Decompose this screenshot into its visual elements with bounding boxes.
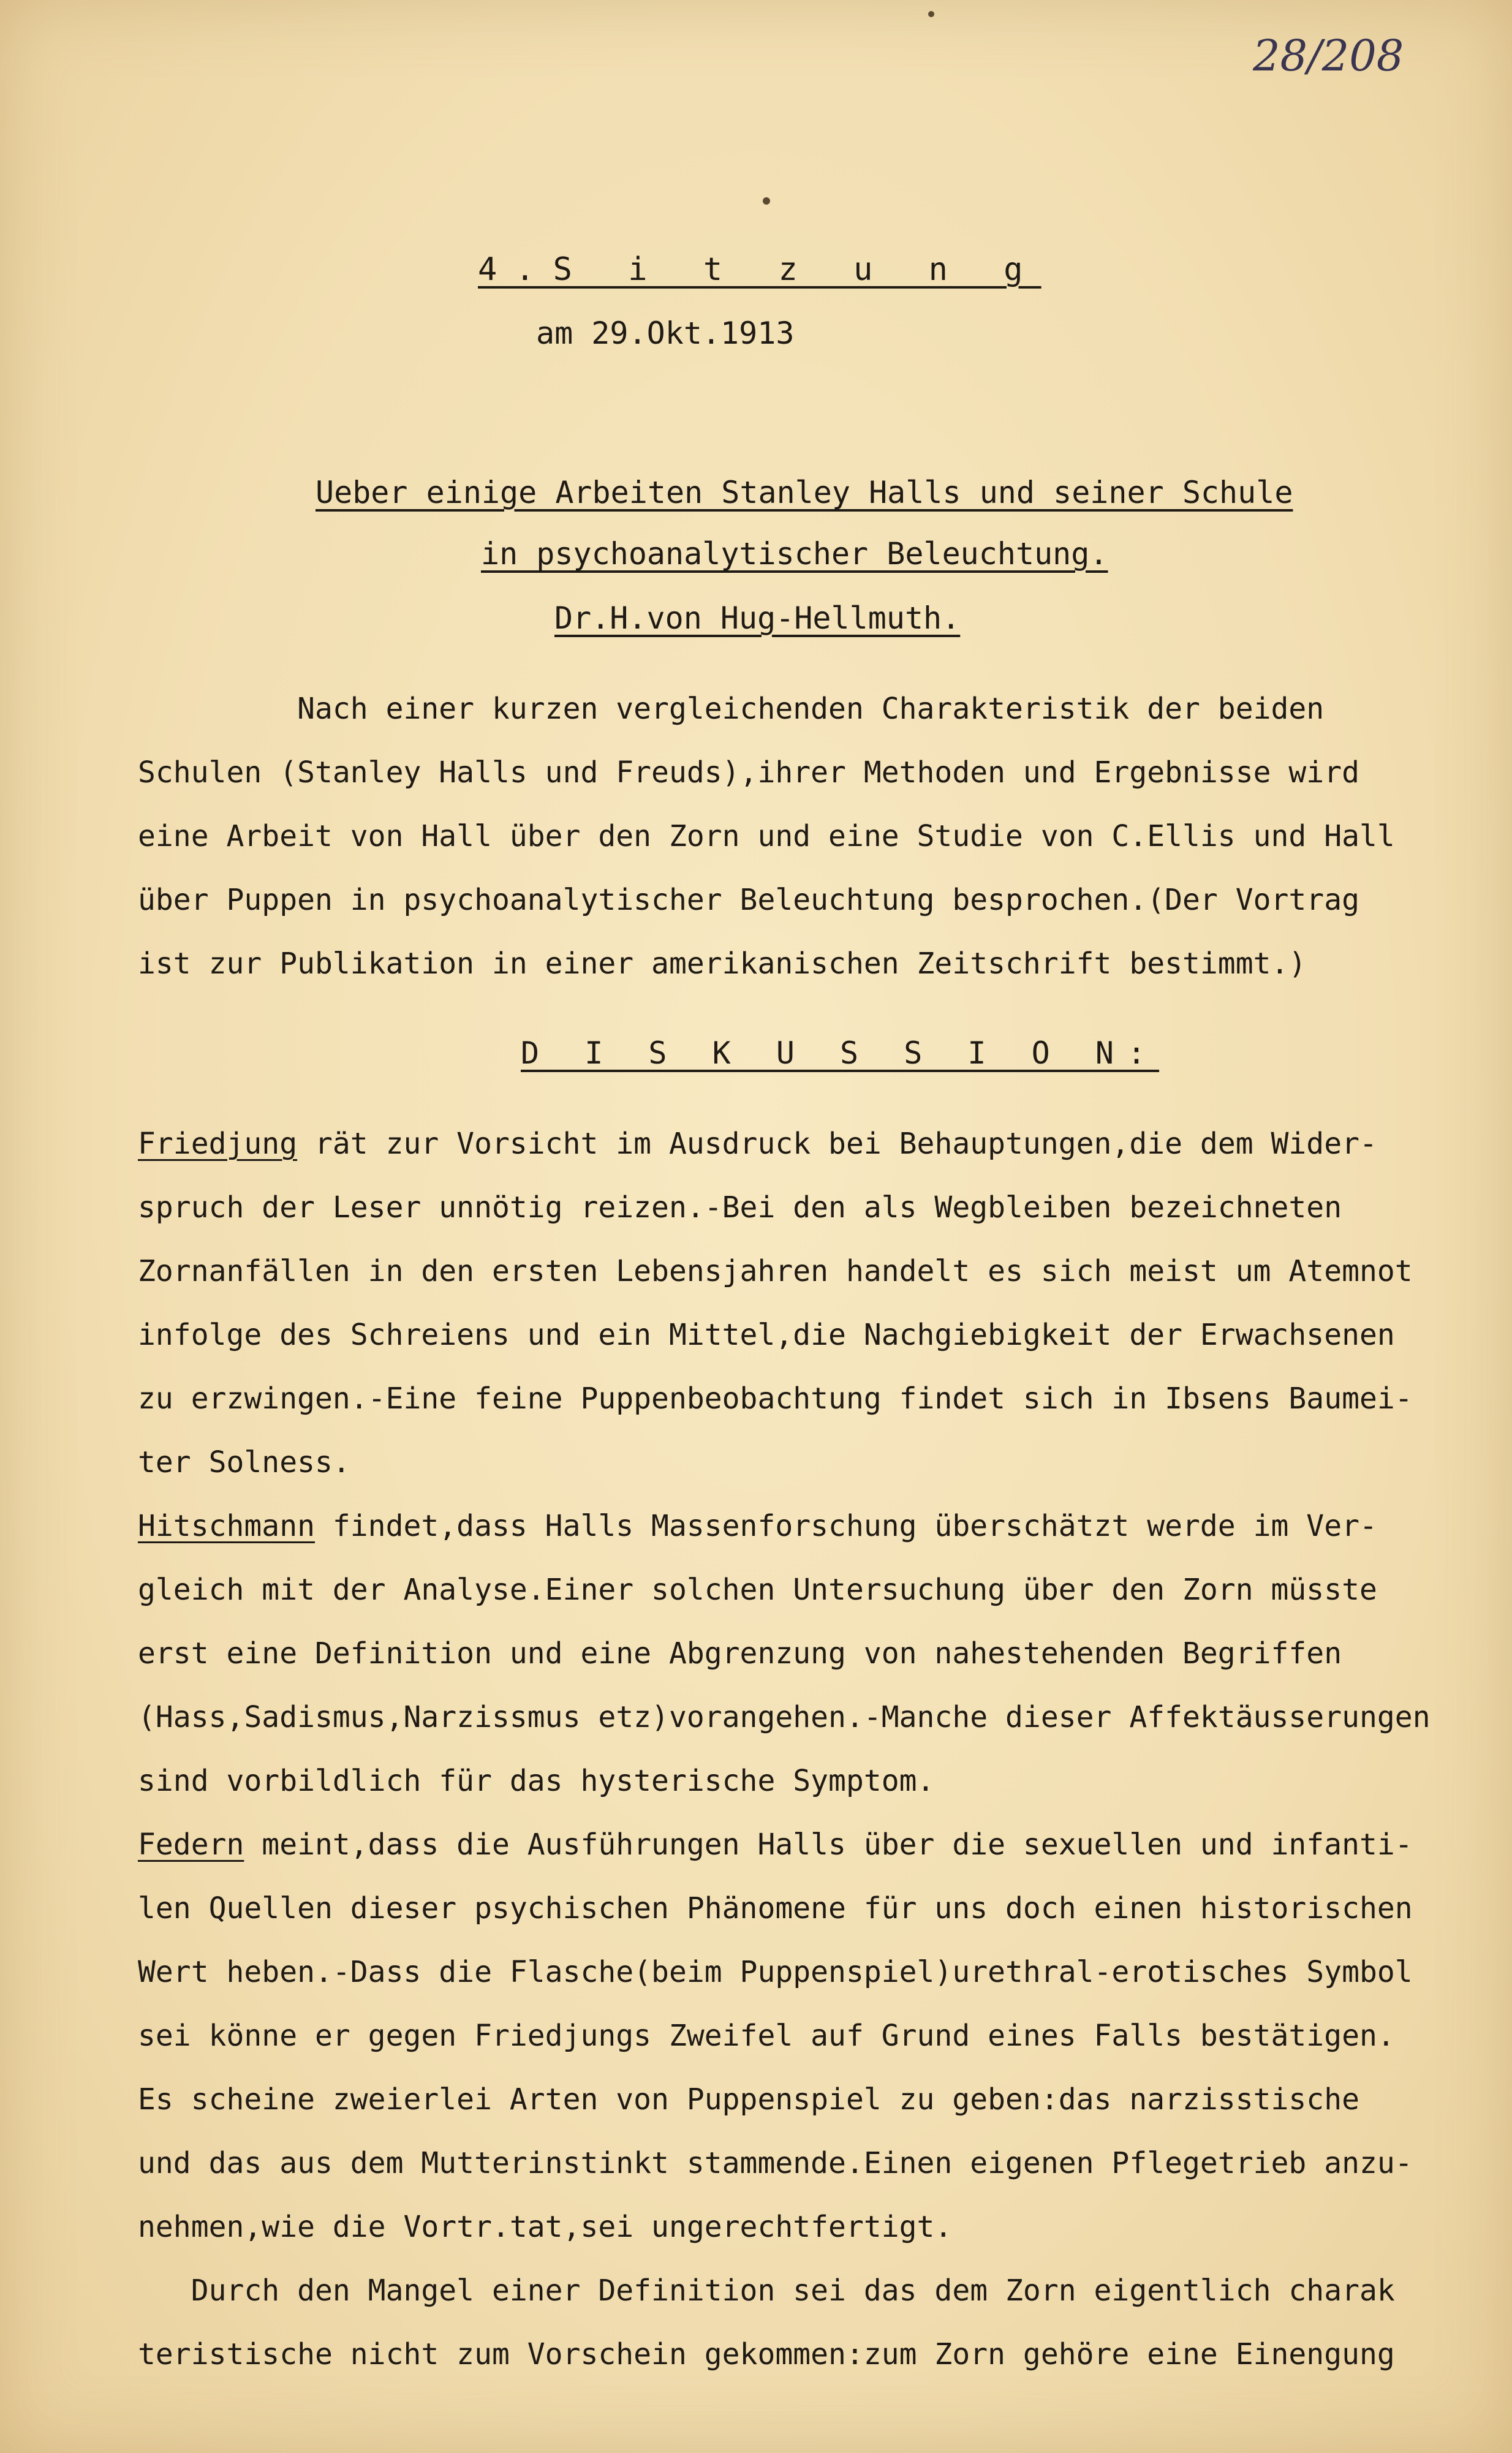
summary-line: ist zur Publikation in einer amerikanischen Zeitschrift bestimmt.)	[138, 947, 1307, 981]
discussion-text: meint,dass die Ausführungen Halls über die sexuellen und infanti-	[244, 1827, 1413, 1862]
discussion-line: Es scheine zweierlei Arten von Puppenspiel zu geben:das narzisstische	[138, 2082, 1359, 2117]
discussion-line: spruch der Leser unnötig reizen.-Bei den als Wegbleiben bezeichneten	[138, 1190, 1342, 1225]
discussion-line	[138, 1813, 1480, 1877]
summary-line: Schulen (Stanley Halls und Freuds),ihrer Methoden und Ergebnisse wird	[138, 755, 1359, 790]
discussion-heading: D I S K U S S I O N:	[521, 1035, 1160, 1071]
discussion-line: ter Solness.	[138, 1445, 350, 1480]
paper-speck	[928, 11, 934, 17]
lecture-title-line-2: in psychoanalytischer Beleuchtung.	[481, 536, 1108, 572]
discussion-text: rät zur Vorsicht im Ausdruck bei Behauptungen,die dem Wider-	[297, 1127, 1377, 1161]
discussion-line: (Hass,Sadismus,Narzissmus etz)vorangehen.-Manche dieser Affektäusserungen	[138, 1700, 1431, 1734]
summary-line: Nach einer kurzen vergleichenden Charakteristik der beiden	[138, 692, 1325, 726]
discussion-line: und das aus dem Mutterinstinkt stammende.Einen eigenen Pflegetrieb anzu-	[138, 2146, 1413, 2180]
discussion-line: teristische nicht zum Vorschein gekommen:zum Zorn gehöre eine Einengung	[138, 2337, 1395, 2372]
discussion-line: infolge des Schreiens und ein Mittel,die Nachgiebigkeit der Erwachsenen	[138, 1318, 1395, 1352]
discussion-line: Durch den Mangel einer Definition sei das dem Zorn eigentlich charak	[138, 2273, 1395, 2308]
discussion-line: nehmen,wie die Vortr.tat,sei ungerechtfertigt.	[138, 2210, 953, 2244]
summary-line: eine Arbeit von Hall über den Zorn und eine Studie von C.Ellis und Hall	[138, 819, 1395, 853]
discussion-line: Wert heben.-Dass die Flasche(beim Puppenspiel)urethral-erotisches Symbol	[138, 1955, 1413, 1989]
lecture-summary	[138, 677, 1480, 996]
session-date: am 29.Okt.1913	[536, 316, 795, 351]
discussion-line: sei könne er gegen Friedjungs Zweifel auf Grund eines Falls bestätigen.	[138, 2019, 1395, 2053]
lecture-title-line-1: Ueber einige Arbeiten Stanley Halls und seiner Schule	[316, 475, 1293, 510]
discussion-line	[138, 1112, 1480, 1176]
speaker-name: Federn	[138, 1827, 244, 1862]
paper-speck	[763, 197, 770, 205]
speaker-name: Friedjung	[138, 1127, 298, 1161]
summary-line: über Puppen in psychoanalytischer Beleuchtung besprochen.(Der Vortrag	[138, 883, 1359, 917]
discussion-line: sind vorbildlich für das hysterische Symptom.	[138, 1764, 935, 1798]
discussion-text: findet,dass Halls Massenforschung überschätzt werde im Ver-	[314, 1509, 1377, 1543]
discussion-line: gleich mit der Analyse.Einer solchen Untersuchung über den Zorn müsste	[138, 1573, 1377, 1607]
speaker-name: Hitschmann	[138, 1509, 315, 1543]
discussion-line: len Quellen dieser psychischen Phänomene für uns doch einen historischen	[138, 1891, 1413, 1926]
discussion-line: Zornanfällen in den ersten Lebensjahren handelt es sich meist um Atemnot	[138, 1254, 1413, 1288]
discussion-line	[138, 1494, 1480, 1558]
discussion-line: erst eine Definition und eine Abgrenzung von nahestehenden Begriffen	[138, 1636, 1342, 1671]
session-title: 4.S i t z u n g	[478, 251, 1041, 288]
handwritten-page-number: 28/208	[1253, 31, 1404, 81]
lecture-author: Dr.H.von Hug-Hellmuth.	[554, 600, 961, 636]
discussion-body	[138, 1112, 1480, 2386]
discussion-line: zu erzwingen.-Eine feine Puppenbeobachtung findet sich in Ibsens Baumei-	[138, 1381, 1413, 1416]
